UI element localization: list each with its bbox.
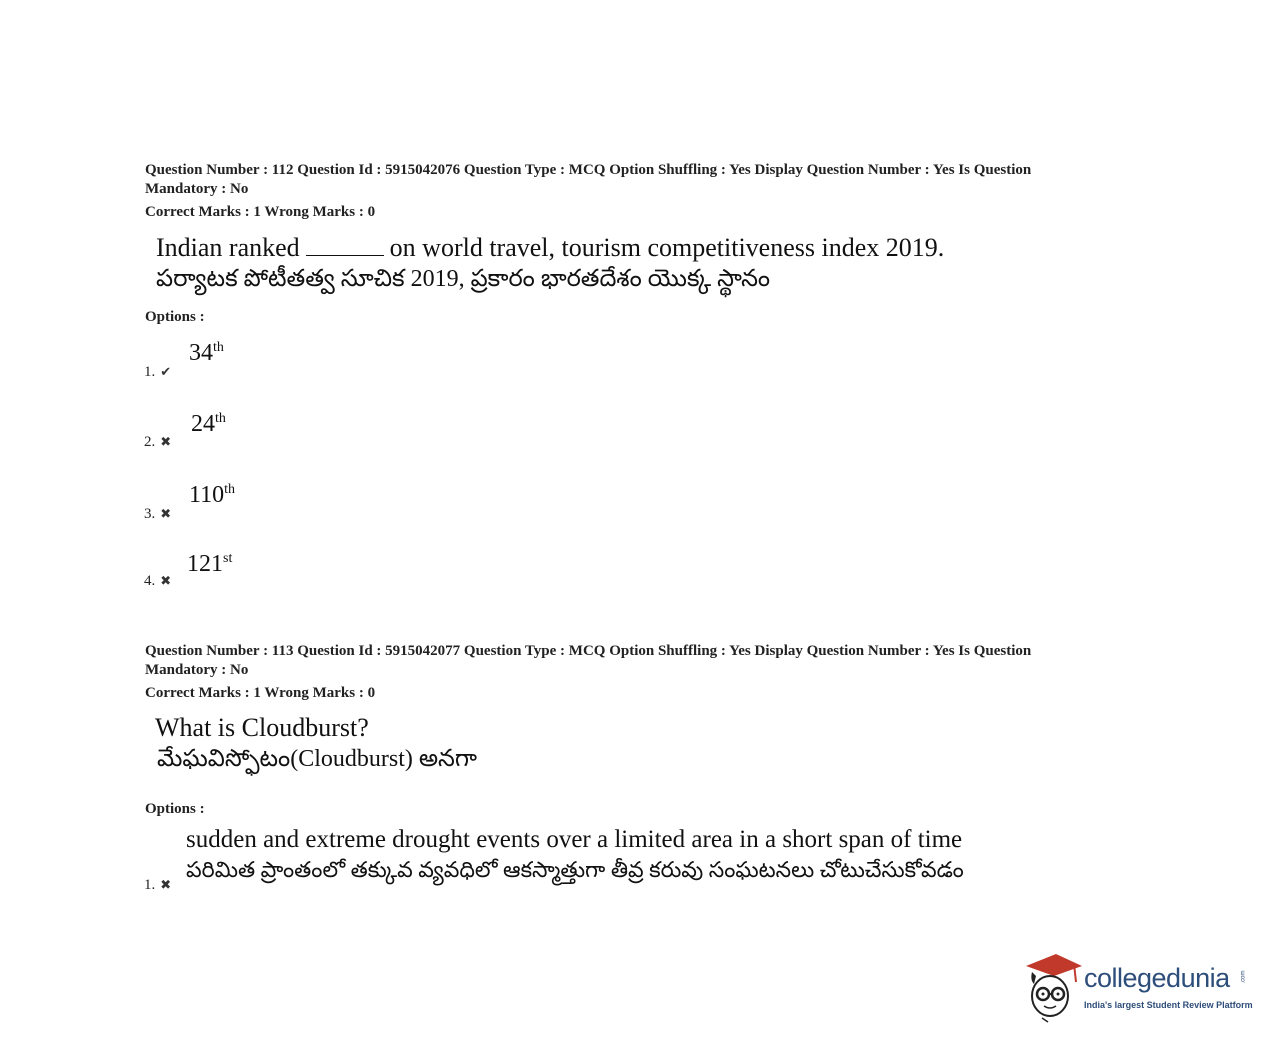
- cross-icon: ✖: [160, 507, 172, 522]
- logo-name: collegedunia: [1084, 963, 1230, 993]
- option-1-text-en[interactable]: sudden and extreme drought events over a limited area in a short span of time: [186, 826, 963, 853]
- collegedunia-logo[interactable]: [1022, 950, 1252, 1025]
- cross-icon: ✖: [160, 435, 172, 450]
- option-value-suffix: th: [215, 411, 226, 426]
- question-112-text-te: పర్యాటక పోటీతత్వ సూచిక 2019, ప్రకారం భారతదేశం యొక్క స్థానం: [156, 266, 771, 292]
- option-1-value[interactable]: [189, 340, 224, 367]
- question-112-marks: Correct Marks : 1 Wrong Marks : 0: [145, 204, 376, 220]
- option-1-text-te: పరిమిత ప్రాంతంలో తక్కువ వ్యవధిలో ఆకస్మాత్తుగా తీవ్ర కరువు సంఘటనలు చోటుచేసుకోవడం: [186, 857, 964, 882]
- question-113-text-te: మేఘవిస్ఫోటం(Cloudburst) అనగా: [157, 746, 478, 772]
- option-1-marker: [144, 364, 171, 381]
- option-number: 3.: [144, 506, 156, 522]
- option-2-marker: [144, 434, 171, 451]
- logo-com: .com: [1240, 970, 1247, 984]
- option-value-suffix: st: [223, 551, 233, 566]
- option-value-suffix: th: [224, 482, 235, 497]
- question-meta-line: Question Number : 112 Question Id : 5915042076 Question Type : MCQ Option Shuffling : Yes Display Question Number : Yes Is Question: [145, 162, 1032, 178]
- option-1-marker: [144, 877, 171, 894]
- option-value-number: 121: [187, 551, 223, 577]
- option-3-marker: [144, 506, 171, 523]
- cross-icon: ✖: [160, 574, 172, 589]
- question-112-meta: [145, 161, 1135, 199]
- question-text-part: Indian ranked: [156, 233, 300, 262]
- question-meta-line: Question Number : 113 Question Id : 5915042077 Question Type : MCQ Option Shuffling : Yes Display Question Number : Yes Is Question: [145, 643, 1032, 659]
- answer-blank: [306, 233, 384, 256]
- option-4-marker: [144, 573, 171, 590]
- question-113-text-en: What is Cloudburst?: [155, 713, 369, 742]
- option-value-suffix: th: [213, 340, 224, 355]
- question-113-marks: Correct Marks : 1 Wrong Marks : 0: [145, 685, 376, 701]
- option-4-value[interactable]: [187, 551, 232, 578]
- option-3-value[interactable]: [189, 482, 235, 509]
- option-value-number: 34: [189, 340, 213, 366]
- option-number: 1.: [144, 364, 156, 380]
- check-icon: ✔: [160, 365, 172, 380]
- question-text-part: on world travel, tourism competitiveness index 2019.: [389, 233, 945, 262]
- option-value-number: 24: [191, 411, 215, 437]
- question-113-meta: [145, 642, 1135, 680]
- question-112-text-en: [156, 232, 944, 263]
- option-2-value[interactable]: [191, 411, 226, 438]
- logo-tagline: India's largest Student Review Platform: [1084, 1000, 1253, 1010]
- question-meta-line: Mandatory : No: [145, 181, 249, 197]
- option-number: 4.: [144, 573, 156, 589]
- option-number: 1.: [144, 877, 156, 893]
- option-number: 2.: [144, 434, 156, 450]
- options-label: Options :: [145, 309, 205, 325]
- cross-icon: ✖: [160, 878, 172, 893]
- question-meta-line: Mandatory : No: [145, 662, 249, 678]
- option-value-number: 110: [189, 482, 225, 508]
- options-label: Options :: [145, 801, 205, 817]
- mascot-icon: [1022, 950, 1084, 1025]
